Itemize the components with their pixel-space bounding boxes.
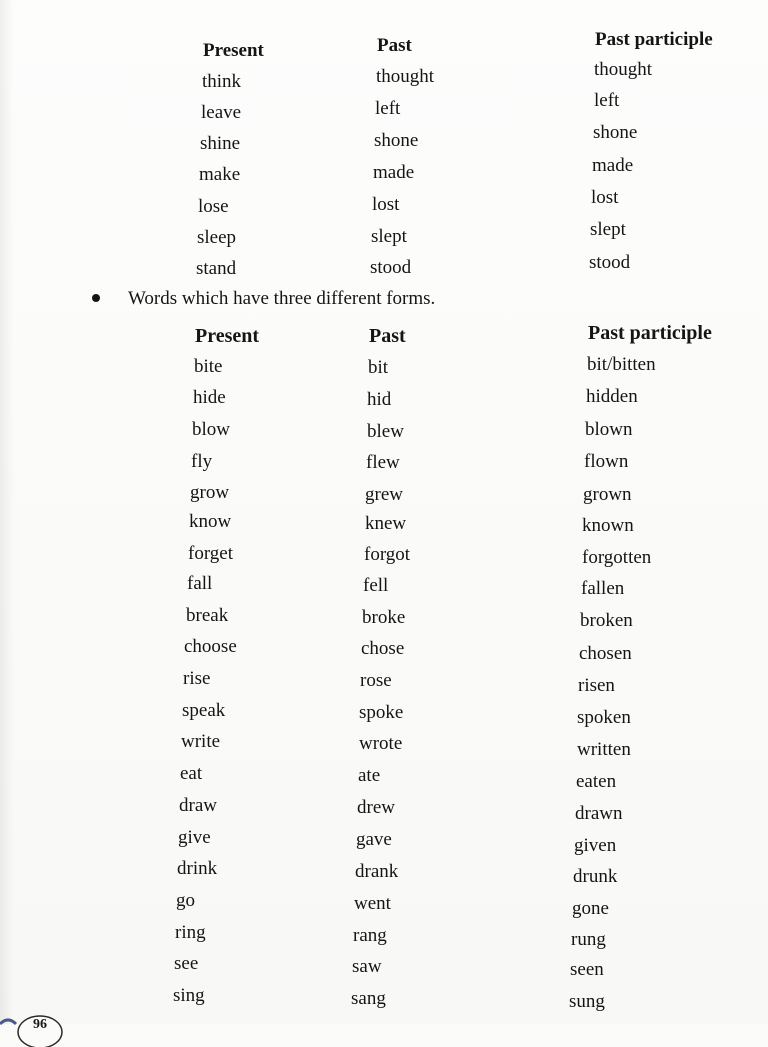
table1-participle-cell: stood bbox=[589, 252, 631, 273]
table2-participle-cell: spoken bbox=[577, 707, 631, 728]
table2-present-cell: see bbox=[174, 953, 199, 974]
table1-header-past: Past bbox=[377, 35, 412, 56]
table2-past-cell: spoke bbox=[359, 702, 404, 723]
table2-past-cell: gave bbox=[356, 829, 392, 850]
table2-present-cell: eat bbox=[180, 763, 203, 784]
table2-participle-cell: seen bbox=[570, 959, 604, 980]
table1-past-cell: shone bbox=[374, 130, 419, 151]
table2-participle-cell: eaten bbox=[576, 771, 617, 792]
table2-present-cell: hide bbox=[193, 387, 226, 408]
bullet-point bbox=[92, 294, 100, 302]
table2-past-cell: fell bbox=[363, 575, 389, 596]
table2-participle-cell: grown bbox=[583, 484, 632, 505]
table2-present-cell: choose bbox=[184, 636, 237, 657]
table1-present-cell: sleep bbox=[197, 227, 237, 248]
table2-present-cell: break bbox=[186, 605, 229, 626]
table2-past-cell: blew bbox=[367, 421, 404, 442]
table2-past-cell: drank bbox=[355, 861, 399, 882]
table2-participle-cell: chosen bbox=[579, 643, 632, 664]
table1-header-present: Present bbox=[203, 40, 264, 61]
table2-present-cell: fly bbox=[191, 451, 213, 472]
table2-present-cell: go bbox=[176, 890, 195, 911]
table2-participle-cell: bit/bitten bbox=[587, 354, 656, 375]
table1-past-cell: left bbox=[375, 98, 401, 119]
table2-participle-cell: blown bbox=[585, 419, 633, 440]
table2-present-cell: rise bbox=[183, 668, 211, 689]
table2-present-cell: bite bbox=[194, 356, 223, 377]
table2-participle-cell: fallen bbox=[581, 578, 625, 599]
table2-past-cell: grew bbox=[365, 484, 403, 505]
table2-past-cell: went bbox=[354, 893, 391, 914]
table1-participle-cell: thought bbox=[594, 59, 653, 80]
table2-participle-cell: written bbox=[577, 739, 631, 760]
table2-present-cell: blow bbox=[192, 419, 230, 440]
table2-present-cell: grow bbox=[190, 482, 230, 503]
table1-past-cell: thought bbox=[376, 66, 435, 87]
table1-header-participle: Past participle bbox=[595, 29, 713, 50]
table1-present-cell: leave bbox=[201, 102, 242, 123]
table2-participle-cell: sung bbox=[569, 991, 605, 1012]
table2-present-cell: know bbox=[189, 511, 232, 532]
table1-participle-cell: shone bbox=[593, 122, 638, 143]
table2-present-cell: ring bbox=[175, 922, 206, 943]
table2-past-cell: chose bbox=[361, 638, 405, 659]
table1-past-cell: stood bbox=[370, 257, 412, 278]
table1-participle-cell: made bbox=[592, 155, 634, 176]
table2-participle-cell: drunk bbox=[573, 866, 618, 887]
table2-past-cell: flew bbox=[366, 452, 400, 473]
table2-header-past: Past bbox=[369, 325, 406, 347]
table1-participle-cell: left bbox=[594, 90, 620, 111]
table2-present-cell: forget bbox=[188, 543, 234, 564]
section-note: Words which have three different forms. bbox=[128, 288, 436, 309]
page-edge-shadow bbox=[0, 0, 14, 1024]
table2-participle-cell: broken bbox=[580, 610, 633, 631]
table1-present-cell: think bbox=[202, 71, 242, 92]
table1-past-cell: made bbox=[373, 162, 415, 183]
table2-present-cell: fall bbox=[187, 573, 213, 594]
table1-present-cell: stand bbox=[196, 258, 237, 279]
table1-present-cell: make bbox=[199, 164, 241, 185]
page-number-ornament-icon bbox=[0, 1002, 64, 1042]
table2-participle-cell: gone bbox=[572, 898, 609, 919]
table2-participle-cell: flown bbox=[584, 451, 629, 472]
table2-past-cell: forgot bbox=[364, 544, 411, 565]
table2-past-cell: rang bbox=[353, 925, 387, 946]
table2-participle-cell: given bbox=[574, 835, 617, 856]
page-number: 96 bbox=[33, 1017, 47, 1032]
table2-present-cell: sing bbox=[173, 985, 205, 1006]
table2-past-cell: wrote bbox=[359, 733, 403, 754]
table2-participle-cell: known bbox=[582, 515, 634, 536]
table2-present-cell: give bbox=[178, 827, 211, 848]
table1-participle-cell: slept bbox=[590, 219, 626, 240]
table2-present-cell: write bbox=[181, 731, 221, 752]
table2-past-cell: ate bbox=[358, 765, 381, 786]
table2-header-present: Present bbox=[195, 325, 260, 347]
table2-past-cell: saw bbox=[352, 956, 382, 977]
table2-participle-cell: rung bbox=[571, 929, 606, 950]
table2-past-cell: bit bbox=[368, 357, 389, 378]
table2-participle-cell: hidden bbox=[586, 386, 638, 407]
table2-header-participle: Past participle bbox=[588, 322, 712, 344]
table2-past-cell: sang bbox=[351, 988, 386, 1009]
table2-past-cell: rose bbox=[360, 670, 392, 691]
table2-present-cell: drink bbox=[177, 858, 218, 879]
table2-participle-cell: risen bbox=[578, 675, 615, 696]
table1-past-cell: slept bbox=[371, 226, 407, 247]
table1-present-cell: shine bbox=[200, 133, 241, 154]
table2-past-cell: broke bbox=[362, 607, 406, 628]
table2-past-cell: knew bbox=[365, 513, 407, 534]
table1-participle-cell: lost bbox=[591, 187, 619, 208]
table1-present-cell: lose bbox=[198, 196, 229, 217]
table2-past-cell: drew bbox=[357, 797, 395, 818]
table1-past-cell: lost bbox=[372, 194, 400, 215]
table2-present-cell: speak bbox=[182, 700, 226, 721]
table2-past-cell: hid bbox=[367, 389, 392, 410]
page-number-badge bbox=[0, 1002, 64, 1042]
table2-participle-cell: forgotten bbox=[582, 547, 652, 568]
table2-present-cell: draw bbox=[179, 795, 217, 816]
table2-participle-cell: drawn bbox=[575, 803, 623, 824]
